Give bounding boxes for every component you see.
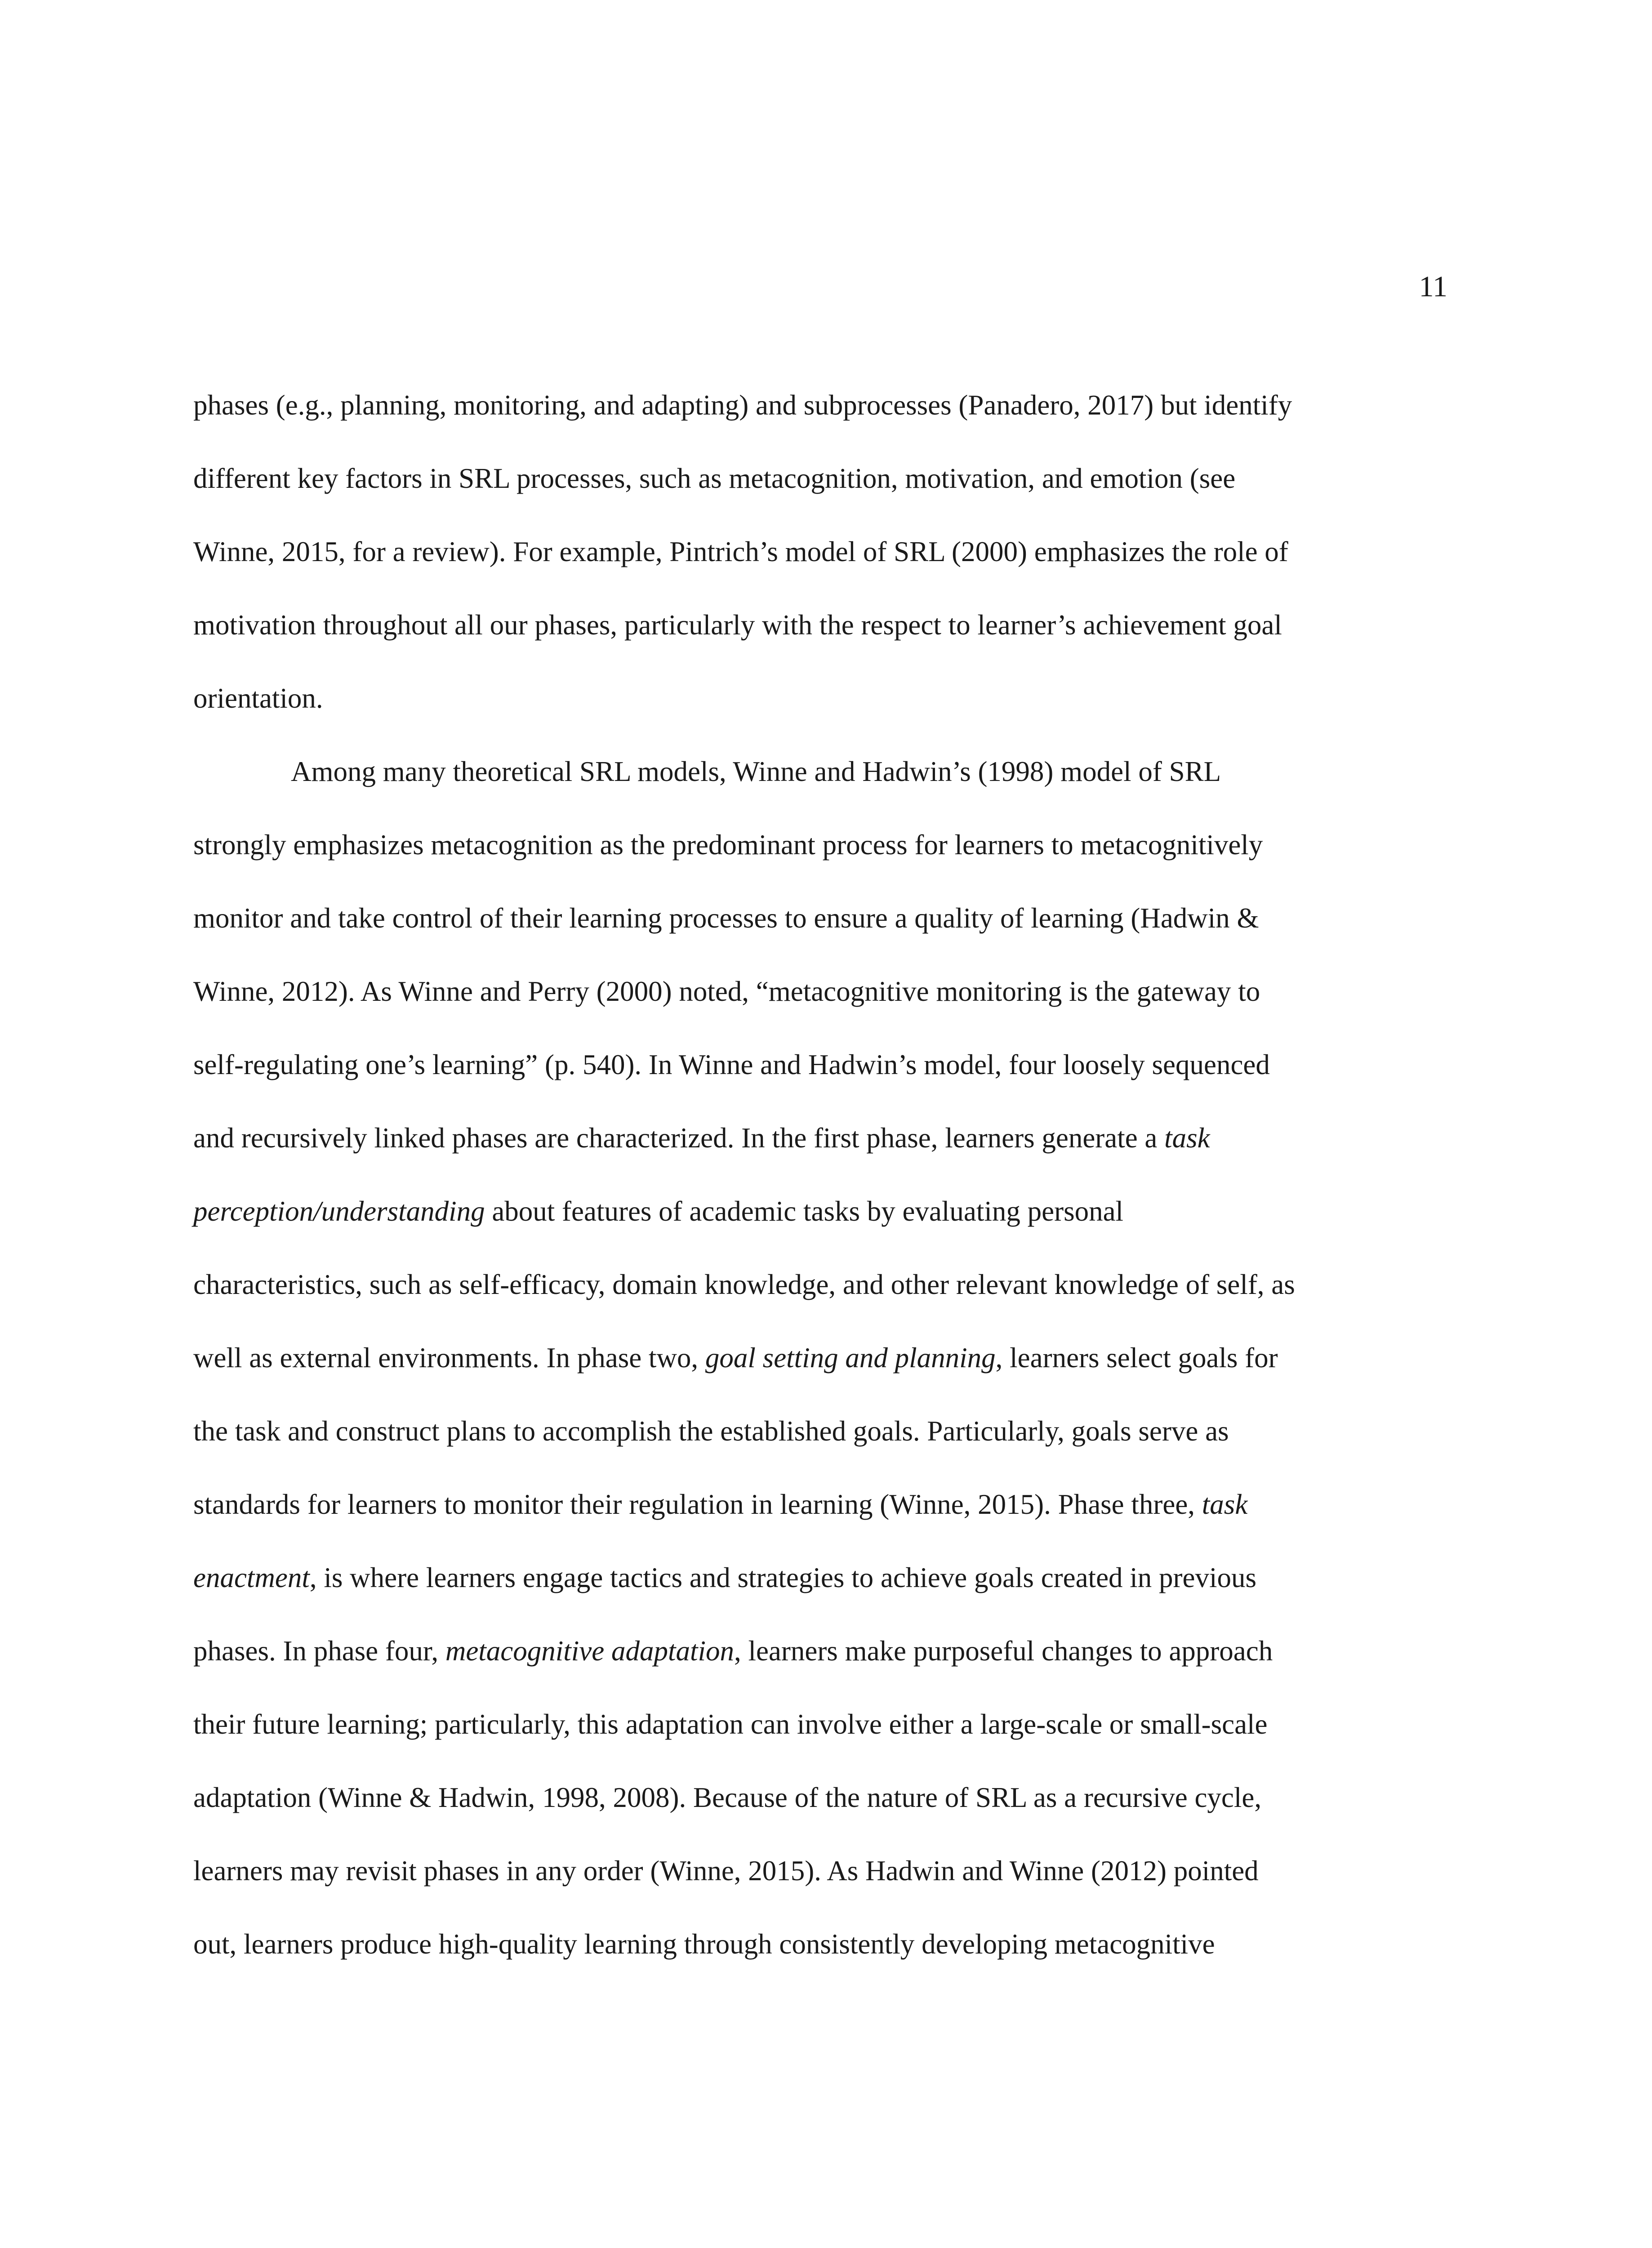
- text-segment: phases. In phase four,: [193, 1635, 445, 1667]
- text-line: [193, 1541, 1461, 1615]
- text-segment: Winne, 2015, for a review). For example, Pintrich’s model of SRL (2000) emphasizes the role of: [193, 536, 1288, 567]
- text-line: [193, 1395, 1461, 1468]
- text-line: [193, 589, 1461, 662]
- text-segment: Among many theoretical SRL models, Winne and Hadwin’s (1998) model of SRL: [291, 756, 1221, 787]
- text-line: [193, 442, 1461, 515]
- text-line: [193, 1175, 1461, 1248]
- text-segment: motivation throughout all our phases, particularly with the respect to learner’s achievement goal: [193, 609, 1282, 641]
- text-line: [193, 1468, 1461, 1541]
- text-segment: , learners select goals for: [995, 1342, 1278, 1374]
- text-line: [193, 1248, 1461, 1321]
- text-segment: and recursively linked phases are characterized. In the first phase, learners generate a: [193, 1122, 1165, 1154]
- italic-text: metacognitive adaptation: [445, 1635, 734, 1667]
- page-number: 11: [1419, 270, 1447, 303]
- text-line: [193, 515, 1461, 589]
- text-segment: strongly emphasizes metacognition as the predominant process for learners to metacognitively: [193, 829, 1263, 861]
- text-segment: standards for learners to monitor their regulation in learning (Winne, 2015). Phase three,: [193, 1489, 1202, 1520]
- text-segment: orientation.: [193, 682, 323, 714]
- text-line: [193, 1102, 1461, 1175]
- text-line: [193, 1321, 1461, 1395]
- text-line: [193, 1028, 1461, 1102]
- text-segment: Winne, 2012). As Winne and Perry (2000) noted, “metacognitive monitoring is the gateway to: [193, 976, 1260, 1007]
- body-text: [193, 369, 1461, 1981]
- text-segment: self-regulating one’s learning” (p. 540). In Winne and Hadwin’s model, four loosely sequenced: [193, 1049, 1270, 1080]
- text-line: [193, 1761, 1461, 1834]
- text-segment: , is where learners engage tactics and strategies to achieve goals created in previous: [309, 1562, 1256, 1593]
- text-segment: learners may revisit phases in any order (Winne, 2015). As Hadwin and Winne (2012) pointed: [193, 1855, 1259, 1887]
- text-segment: , learners make purposeful changes to approach: [734, 1635, 1273, 1667]
- text-segment: different key factors in SRL processes, such as metacognition, motivation, and emotion (see: [193, 463, 1236, 494]
- text-line: [193, 735, 1461, 808]
- text-segment: monitor and take control of their learning processes to ensure a quality of learning (Hadwin &: [193, 902, 1259, 934]
- text-line: [193, 1908, 1461, 1981]
- text-segment: about features of academic tasks by evaluating personal: [485, 1195, 1124, 1227]
- text-segment: the task and construct plans to accomplish the established goals. Particularly, goals serve as: [193, 1415, 1229, 1447]
- text-segment: well as external environments. In phase two,: [193, 1342, 705, 1374]
- text-segment: characteristics, such as self-efficacy, domain knowledge, and other relevant knowledge of self, as: [193, 1269, 1295, 1300]
- text-line: [193, 1615, 1461, 1688]
- text-segment: adaptation (Winne & Hadwin, 1998, 2008). Because of the nature of SRL as a recursive cycle,: [193, 1782, 1262, 1813]
- text-line: [193, 1834, 1461, 1908]
- text-line: [193, 369, 1461, 442]
- text-line: [193, 955, 1461, 1028]
- text-line: [193, 662, 1461, 735]
- text-line: [193, 1688, 1461, 1761]
- text-segment: phases (e.g., planning, monitoring, and adapting) and subprocesses (Panadero, 2017) but identify: [193, 389, 1292, 421]
- italic-text: goal setting and planning: [705, 1342, 996, 1374]
- italic-text: task: [1164, 1122, 1210, 1154]
- italic-text: perception/understanding: [193, 1195, 485, 1227]
- italic-text: task: [1202, 1489, 1248, 1520]
- text-segment: their future learning; particularly, this adaptation can involve either a large-scale or small-scale: [193, 1708, 1268, 1740]
- text-line: [193, 808, 1461, 882]
- text-line: [193, 882, 1461, 955]
- italic-text: enactment: [193, 1562, 310, 1593]
- text-segment: out, learners produce high-quality learning through consistently developing metacognitive: [193, 1928, 1215, 1960]
